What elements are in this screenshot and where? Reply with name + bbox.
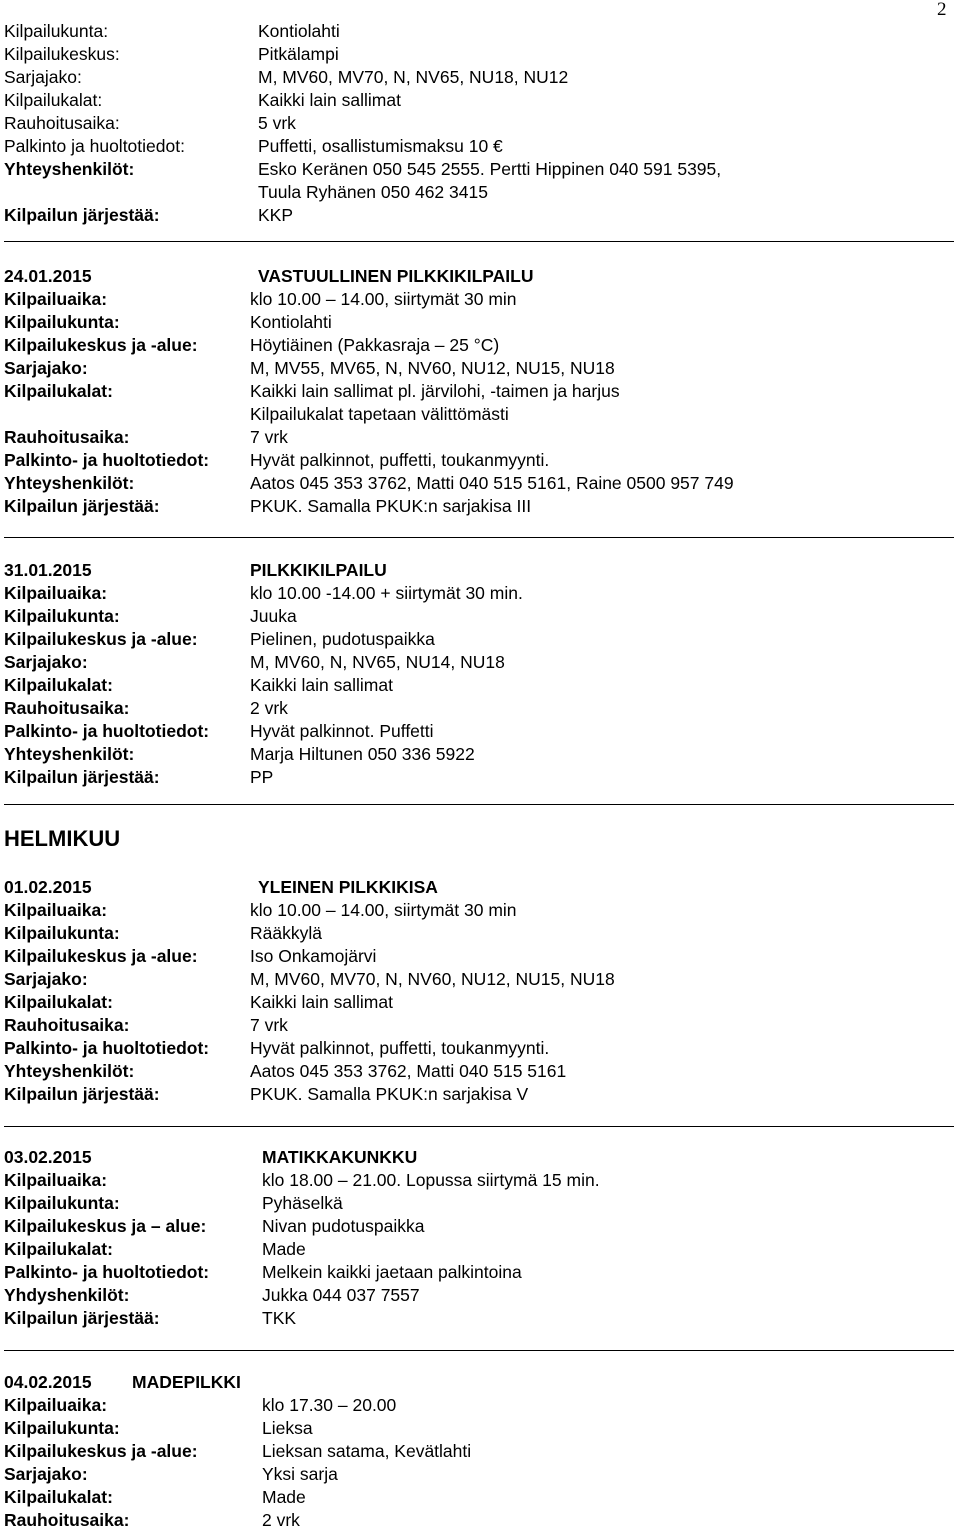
event-field-value: Made [262, 1239, 306, 1259]
event-field-value: klo 10.00 – 14.00, siirtymät 30 min [250, 900, 517, 920]
event-field-value: TKK [262, 1308, 297, 1328]
intro-label: Rauhoitusaika: [4, 113, 120, 133]
event-field-value: klo 10.00 – 14.00, siirtymät 30 min [250, 289, 517, 309]
event-field-label: Sarjajako: [4, 969, 88, 989]
event-field-label: Sarjajako: [4, 358, 88, 378]
event-field-value: 7 vrk [250, 427, 288, 447]
intro-value: Esko Keränen 050 545 2555. Pertti Hippinen 040 591 5395, [258, 159, 722, 179]
month-heading: HELMIKUU [4, 826, 121, 851]
event-field-value: Kaikki lain sallimat [250, 675, 393, 695]
event-field-label: Rauhoitusaika: [4, 698, 130, 718]
event-field-value: Yksi sarja [262, 1464, 338, 1484]
event-field-value: Pyhäselkä [262, 1193, 343, 1213]
event-field-value: PP [250, 767, 274, 787]
event-field-label: Kilpailuaika: [4, 900, 108, 920]
page-number: 2 [937, 0, 947, 20]
event-field-value: Kilpailukalat tapetaan välittömästi [250, 404, 509, 424]
event-field-value: Rääkkylä [250, 923, 322, 943]
event-field-label: Yhteyshenkilöt: [4, 744, 135, 764]
event-field-label: Sarjajako: [4, 1464, 88, 1484]
event-field-value: Juuka [250, 606, 297, 626]
event-field-value: Aatos 045 353 3762, Matti 040 515 5161, Raine 0500 957 749 [250, 473, 734, 493]
event-field-label: Kilpailukeskus ja -alue: [4, 629, 198, 649]
event-field-value: 7 vrk [250, 1015, 288, 1035]
event-field-label: Kilpailukalat: [4, 992, 113, 1012]
event-title: MATIKKAKUNKKU [262, 1147, 418, 1167]
event-field-value: Kaikki lain sallimat [250, 992, 393, 1012]
event-field-value: Marja Hiltunen 050 336 5922 [250, 744, 475, 764]
event-field-label: Yhdyshenkilöt: [4, 1285, 130, 1305]
event-field-value: M, MV60, N, NV65, NU14, NU18 [250, 652, 505, 672]
event-field-label: Rauhoitusaika: [4, 427, 130, 447]
event-field-label: Kilpailuaika: [4, 1395, 108, 1415]
event-field-value: Lieksan satama, Kevätlahti [262, 1441, 472, 1461]
event-date: 04.02.2015 [4, 1372, 92, 1392]
event-field-label: Palkinto- ja huoltotiedot: [4, 721, 210, 741]
event-title: MADEPILKKI [132, 1372, 241, 1392]
intro-value: Tuula Ryhänen 050 462 3415 [258, 182, 488, 202]
event-field-label: Kilpailun järjestää: [4, 1084, 160, 1104]
event-field-label: Palkinto- ja huoltotiedot: [4, 1262, 210, 1282]
intro-label: Kilpailun järjestää: [4, 205, 160, 225]
event-field-value: Hyvät palkinnot, puffetti, toukanmyynti. [250, 450, 550, 470]
section-divider [4, 1350, 954, 1351]
event-field-label: Rauhoitusaika: [4, 1510, 130, 1530]
event-field-label: Kilpailukunta: [4, 1418, 120, 1438]
event-field-value: Made [262, 1487, 306, 1507]
event-field-value: Hyvät palkinnot, puffetti, toukanmyynti. [250, 1038, 550, 1058]
intro-label: Kilpailukalat: [4, 90, 103, 110]
event-field-label: Kilpailukeskus ja -alue: [4, 1441, 198, 1461]
event-field-label: Kilpailukeskus ja – alue: [4, 1216, 207, 1236]
event-field-value: Nivan pudotuspaikka [262, 1216, 425, 1236]
intro-value: Puffetti, osallistumismaksu 10 € [258, 136, 503, 156]
event-field-value: 2 vrk [250, 698, 288, 718]
event-date: 01.02.2015 [4, 877, 92, 897]
intro-label: Yhteyshenkilöt: [4, 159, 135, 179]
event-field-value: M, MV60, MV70, N, NV60, NU12, NU15, NU18 [250, 969, 615, 989]
intro-value: Kaikki lain sallimat [258, 90, 401, 110]
event-field-value: Iso Onkamojärvi [250, 946, 377, 966]
event-date: 24.01.2015 [4, 266, 92, 286]
intro-label: Sarjajako: [4, 67, 82, 87]
event-field-label: Kilpailukunta: [4, 923, 120, 943]
event-field-label: Sarjajako: [4, 652, 88, 672]
event-field-label: Kilpailukunta: [4, 1193, 120, 1213]
event-field-label: Rauhoitusaika: [4, 1015, 130, 1035]
event-field-label: Kilpailun järjestää: [4, 1308, 160, 1328]
event-field-label: Palkinto- ja huoltotiedot: [4, 1038, 210, 1058]
event-field-label: Kilpailukalat: [4, 1487, 113, 1507]
section-divider [4, 804, 954, 805]
intro-value: M, MV60, MV70, N, NV65, NU18, NU12 [258, 67, 569, 87]
intro-value: KKP [258, 205, 294, 225]
event-date: 03.02.2015 [4, 1147, 92, 1167]
event-field-value: klo 18.00 – 21.00. Lopussa siirtymä 15 min. [262, 1170, 600, 1190]
event-field-value: Lieksa [262, 1418, 313, 1438]
event-field-label: Kilpailuaika: [4, 289, 108, 309]
event-field-label: Kilpailun järjestää: [4, 767, 160, 787]
event-field-value: Jukka 044 037 7557 [262, 1285, 420, 1305]
event-field-value: 2 vrk [262, 1510, 300, 1530]
event-field-value: Hyvät palkinnot. Puffetti [250, 721, 434, 741]
event-field-value: Höytiäinen (Pakkasraja – 25 °C) [250, 335, 500, 355]
event-field-label: Kilpailuaika: [4, 583, 108, 603]
event-field-label: Kilpailukeskus ja -alue: [4, 335, 198, 355]
event-field-label: Kilpailukalat: [4, 675, 113, 695]
event-field-label: Kilpailukunta: [4, 606, 120, 626]
event-field-value: PKUK. Samalla PKUK:n sarjakisa V [250, 1084, 529, 1104]
event-title: PILKKIKILPAILU [250, 560, 387, 580]
event-title: VASTUULLINEN PILKKIKILPAILU [258, 266, 534, 286]
event-field-value: M, MV55, MV65, N, NV60, NU12, NU15, NU18 [250, 358, 615, 378]
section-divider [4, 537, 954, 538]
event-field-value: Melkein kaikki jaetaan palkintoina [262, 1262, 522, 1282]
event-field-label: Yhteyshenkilöt: [4, 473, 135, 493]
intro-value: Kontiolahti [258, 21, 340, 41]
event-field-label: Kilpailukeskus ja -alue: [4, 946, 198, 966]
intro-value: Pitkälampi [258, 44, 339, 64]
event-field-label: Palkinto- ja huoltotiedot: [4, 450, 210, 470]
intro-label: Kilpailukeskus: [4, 44, 120, 64]
event-field-label: Kilpailuaika: [4, 1170, 108, 1190]
event-field-label: Kilpailun järjestää: [4, 496, 160, 516]
event-title: YLEINEN PILKKIKISA [258, 877, 438, 897]
event-field-value: Kontiolahti [250, 312, 332, 332]
section-divider [4, 1126, 954, 1127]
intro-label: Kilpailukunta: [4, 21, 109, 41]
event-field-label: Kilpailukalat: [4, 381, 113, 401]
event-field-value: Aatos 045 353 3762, Matti 040 515 5161 [250, 1061, 567, 1081]
event-date: 31.01.2015 [4, 560, 92, 580]
event-field-value: Kaikki lain sallimat pl. järvilohi, -taimen ja harjus [250, 381, 620, 401]
event-field-label: Kilpailukunta: [4, 312, 120, 332]
intro-label: Palkinto ja huoltotiedot: [4, 136, 185, 156]
event-field-label: Kilpailukalat: [4, 1239, 113, 1259]
event-field-value: PKUK. Samalla PKUK:n sarjakisa III [250, 496, 532, 516]
event-field-value: Pielinen, pudotuspaikka [250, 629, 435, 649]
event-field-value: klo 10.00 -14.00 + siirtymät 30 min. [250, 583, 523, 603]
event-field-value: klo 17.30 – 20.00 [262, 1395, 397, 1415]
section-divider [4, 241, 954, 242]
event-field-label: Yhteyshenkilöt: [4, 1061, 135, 1081]
intro-value: 5 vrk [258, 113, 296, 133]
